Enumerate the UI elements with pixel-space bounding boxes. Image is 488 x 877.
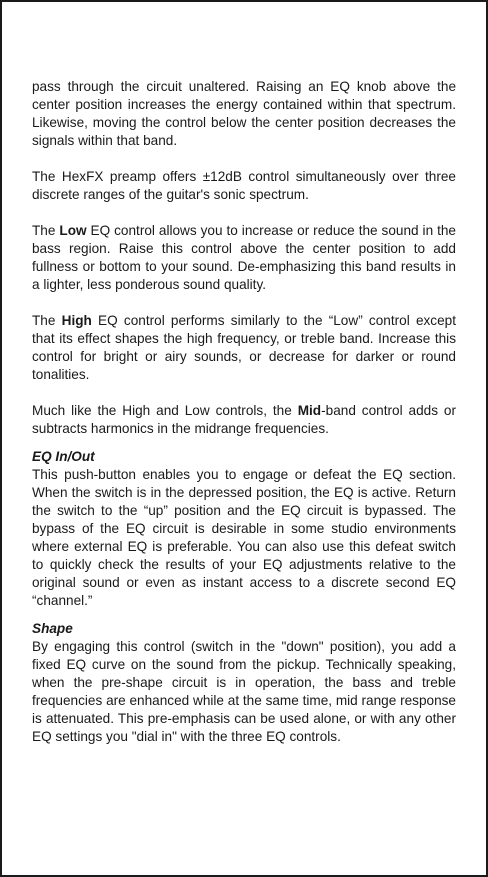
paragraph-shape: By engaging this control (switch in the "down" position), you add a fixed EQ curve on the sound from the pickup. Technically speaking, when the pre-shape circuit is in operation, the bass and treble frequencies are enhanced while at the same time, mid range response is attenuated. This pre-emphasis can be used alone, or with any other EQ settings you "dial in" with the three EQ controls. bbox=[32, 639, 456, 744]
section-heading-shape: Shape bbox=[32, 621, 73, 636]
high-eq-text-pre: The bbox=[32, 313, 62, 328]
page-body bbox=[32, 78, 456, 746]
low-eq-term: Low bbox=[59, 223, 87, 238]
low-eq-text-post: EQ control allows you to increase or reduce the sound in the bass region. Raise this control above the center position to add fullness or bottom to your sound. De-emphasizing this band results in a lighter, less ponderous sound quality. bbox=[32, 223, 456, 292]
paragraph-mid-eq bbox=[32, 402, 456, 438]
paragraph-eq-intro: pass through the circuit unaltered. Raising an EQ knob above the center position increases the energy contained within that spectrum. Likewise, moving the control below the center position decreases the signals within that band. bbox=[32, 79, 456, 148]
high-eq-term: High bbox=[61, 313, 92, 328]
paragraph-eq-in-out: This push-button enables you to engage or defeat the EQ section. When the switch is in the depressed position, the EQ is active. Return the switch to the “up” position and the EQ circuit is bypassed. The bypass of the EQ circuit is desirable in some studio environments where external EQ is preferable. You can also use this defeat switch to quickly check the results of your EQ adjustments relative to the original sound or even as instant access to a discrete second EQ “channel.” bbox=[32, 467, 456, 608]
paragraph-low-eq bbox=[32, 222, 456, 294]
section-heading-eq-in-out: EQ In/Out bbox=[32, 449, 95, 464]
mid-eq-term: Mid bbox=[297, 403, 322, 418]
mid-eq-text-post: -band control adds or subtracts harmonics in the midrange frequencies. bbox=[32, 403, 456, 436]
mid-eq-text-pre: Much like the High and Low controls, the bbox=[32, 403, 298, 418]
paragraph-preamp-range: The HexFX preamp offers ±12dB control simultaneously over three discrete ranges of the guitar's sonic spectrum. bbox=[32, 169, 456, 202]
low-eq-text-pre: The bbox=[32, 223, 60, 238]
high-eq-text-post: EQ control performs similarly to the “Low” control except that its effect shapes the high frequency, or treble band. Increase this control for bright or airy sounds, or decrease for darker or round tonalities. bbox=[32, 313, 456, 382]
paragraph-high-eq bbox=[32, 312, 456, 384]
